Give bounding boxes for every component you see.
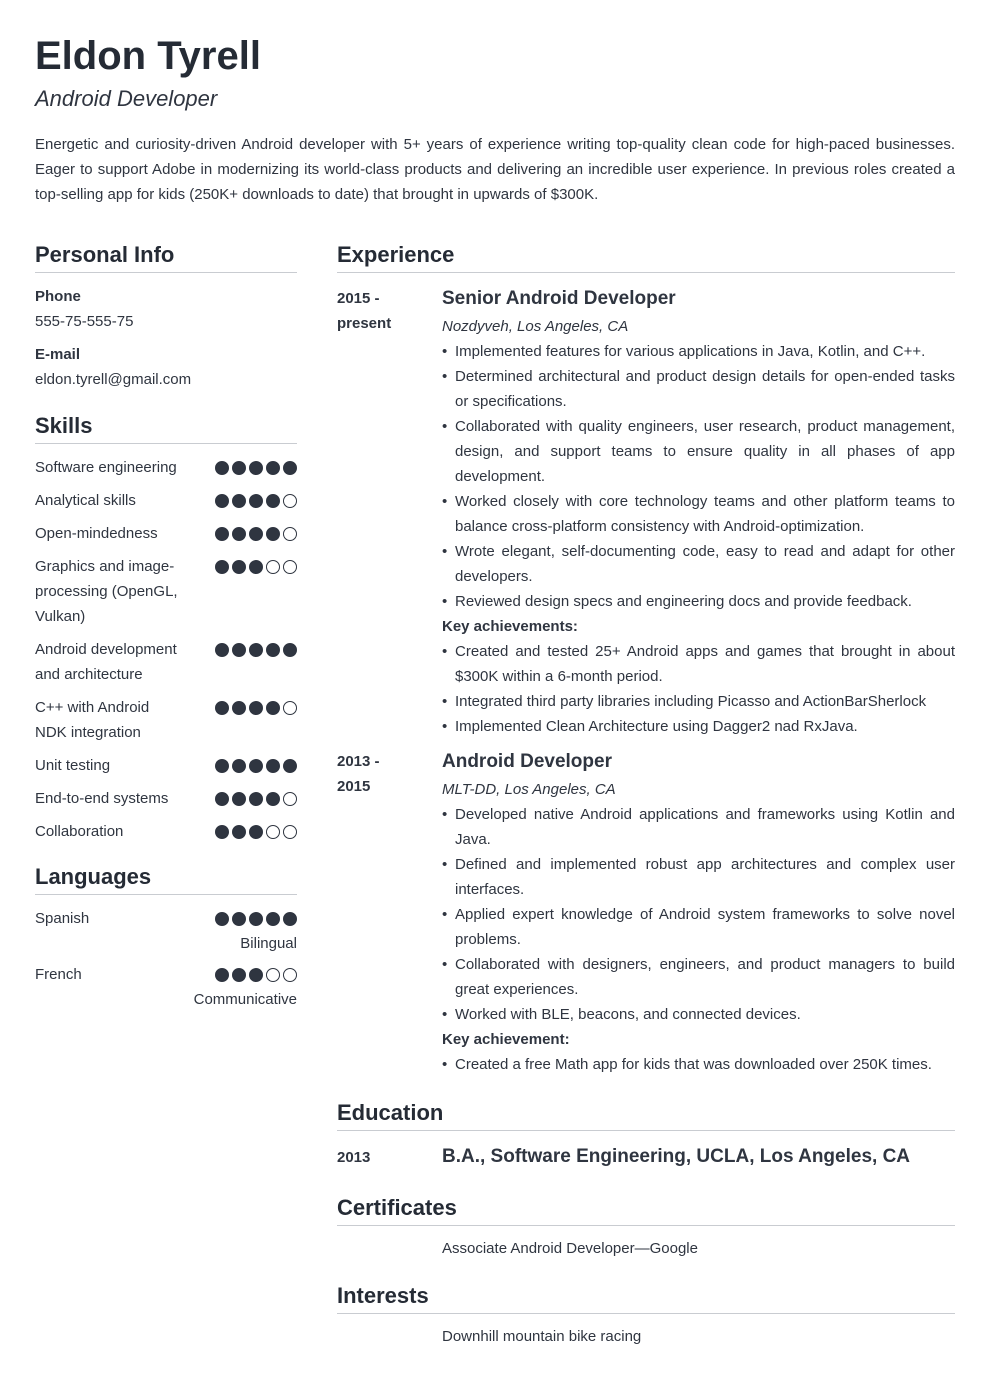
skill-row: [35, 554, 297, 629]
summary-paragraph: Energetic and curiosity-driven Android developer with 5+ years of experience writing top-quality clean code for high-paced businesses. Eager to support Adobe in modernizing its world-class products and delivering an incredible user experience. In previous roles created a top-selling app for kids (250K+ downloads to date) that brought in upwards of $300K.: [35, 136, 955, 203]
filled-dot-icon: [266, 494, 280, 508]
filled-dot-icon: [215, 560, 229, 574]
skill-rating: [215, 701, 297, 715]
key-achievements-label: Key achievements:: [442, 618, 578, 635]
skill-name: Unit testing: [35, 757, 111, 774]
skill-row: [35, 521, 297, 546]
language-entry: [35, 962, 297, 1012]
phone-label: Phone: [35, 288, 81, 305]
skill-name: Analytical skills: [35, 492, 136, 509]
achievement-bullet: • Created and tested 25+ Android apps and games that brought in about $300K within a 6-month period.: [442, 639, 955, 689]
language-rating: [215, 968, 297, 982]
filled-dot-icon: [249, 560, 263, 574]
skills-heading: Skills: [35, 411, 297, 444]
filled-dot-icon: [232, 701, 246, 715]
filled-dot-icon: [249, 643, 263, 657]
language-row: [35, 962, 297, 987]
left-column: [35, 240, 297, 1018]
job-bullet: • Collaborated with designers, engineers, and product managers to build great experiences.: [442, 952, 955, 1002]
filled-dot-icon: [232, 912, 246, 926]
phone-block: [35, 284, 297, 334]
job-entry: [337, 286, 955, 739]
job-bullet: • Reviewed design specs and engineering docs and provide feedback.: [442, 589, 955, 614]
language-name: Spanish: [35, 910, 90, 927]
skill-rating: [215, 825, 297, 839]
job-date-start: 2015 -: [337, 290, 380, 307]
candidate-role: Android Developer: [35, 86, 218, 111]
job-title: Senior Android Developer: [442, 288, 676, 309]
filled-dot-icon: [266, 701, 280, 715]
filled-dot-icon: [215, 461, 229, 475]
empty-dot-icon: [266, 968, 280, 982]
languages-list: [35, 906, 297, 1012]
skill-row: [35, 819, 297, 844]
filled-dot-icon: [215, 527, 229, 541]
filled-dot-icon: [249, 701, 263, 715]
job-bullet: • Worked closely with core technology teams and other platform teams to balance cross-platform consistency with Android-optimization.: [442, 489, 955, 539]
filled-dot-icon: [283, 643, 297, 657]
job-bullet: • Determined architectural and product design details for open-ended tasks or specifications.: [442, 364, 955, 414]
email-label: E-mail: [35, 346, 81, 363]
skill-rating: [215, 494, 297, 508]
filled-dot-icon: [215, 494, 229, 508]
filled-dot-icon: [215, 643, 229, 657]
skill-name: Android development and architecture: [35, 641, 177, 683]
skill-name: Open-mindedness: [35, 525, 158, 542]
candidate-name: Eldon Tyrell: [35, 34, 261, 78]
skill-rating: [215, 461, 297, 475]
empty-dot-icon: [283, 494, 297, 508]
job-bullet: • Worked with BLE, beacons, and connected devices.: [442, 1002, 955, 1027]
empty-dot-icon: [283, 701, 297, 715]
resume-page: [35, 0, 955, 1400]
skill-row: [35, 488, 297, 513]
email-block: [35, 342, 297, 392]
personal-info-heading: Personal Info: [35, 240, 297, 273]
filled-dot-icon: [232, 968, 246, 982]
filled-dot-icon: [232, 643, 246, 657]
job-title: Android Developer: [442, 751, 612, 772]
filled-dot-icon: [249, 825, 263, 839]
job-dates: [337, 749, 442, 1077]
job-date-start: 2013 -: [337, 753, 380, 770]
skill-row: [35, 695, 297, 745]
skill-rating: [215, 527, 297, 541]
skill-rating: [215, 792, 297, 806]
language-level: Communicative: [193, 991, 297, 1008]
filled-dot-icon: [249, 759, 263, 773]
filled-dot-icon: [215, 701, 229, 715]
filled-dot-icon: [215, 968, 229, 982]
education-year: 2013: [337, 1149, 371, 1166]
filled-dot-icon: [232, 560, 246, 574]
job-body: [442, 749, 955, 1077]
filled-dot-icon: [215, 912, 229, 926]
empty-dot-icon: [283, 792, 297, 806]
language-level: Bilingual: [240, 935, 297, 952]
skill-name: End-to-end systems: [35, 790, 169, 807]
empty-dot-icon: [266, 825, 280, 839]
filled-dot-icon: [232, 461, 246, 475]
skill-row: [35, 753, 297, 778]
filled-dot-icon: [249, 792, 263, 806]
job-company: MLT-DD, Los Angeles, CA: [442, 781, 616, 798]
empty-dot-icon: [283, 825, 297, 839]
skill-row: [35, 637, 297, 687]
job-bullet: • Developed native Android applications and frameworks using Kotlin and Java.: [442, 802, 955, 852]
interests-heading: Interests: [337, 1281, 955, 1314]
filled-dot-icon: [232, 494, 246, 508]
phone-value: 555-75-555-75: [35, 313, 134, 330]
education-degree: B.A., Software Engineering, UCLA, Los Angeles, CA: [442, 1146, 911, 1167]
empty-dot-icon: [283, 560, 297, 574]
jobs-list: [337, 286, 955, 1077]
job-company: Nozdyveh, Los Angeles, CA: [442, 318, 629, 335]
filled-dot-icon: [249, 912, 263, 926]
job-bullet: • Wrote elegant, self-documenting code, easy to read and adapt for other developers.: [442, 539, 955, 589]
filled-dot-icon: [249, 494, 263, 508]
empty-dot-icon: [283, 968, 297, 982]
language-rating: [215, 912, 297, 926]
filled-dot-icon: [232, 527, 246, 541]
empty-dot-icon: [283, 527, 297, 541]
skill-row: [35, 786, 297, 811]
education-entry: [337, 1144, 955, 1170]
skill-rating: [215, 643, 297, 657]
job-bullet: • Collaborated with quality engineers, user research, product management, design, and support teams to ensure quality in all phases of app development.: [442, 414, 955, 489]
filled-dot-icon: [249, 461, 263, 475]
languages-heading: Languages: [35, 862, 297, 895]
filled-dot-icon: [249, 527, 263, 541]
filled-dot-icon: [283, 912, 297, 926]
achievement-bullet: • Created a free Math app for kids that was downloaded over 250K times.: [442, 1052, 955, 1077]
skill-name: Graphics and image-processing (OpenGL, Vulkan): [35, 558, 178, 625]
filled-dot-icon: [215, 759, 229, 773]
filled-dot-icon: [215, 825, 229, 839]
email-value: eldon.tyrell@gmail.com: [35, 371, 192, 388]
job-date-end: 2015: [337, 778, 371, 795]
skill-name: Software engineering: [35, 459, 177, 476]
filled-dot-icon: [232, 792, 246, 806]
language-name: French: [35, 966, 82, 983]
language-row: [35, 906, 297, 931]
language-entry: [35, 906, 297, 956]
job-bullet: • Applied expert knowledge of Android system frameworks to solve novel problems.: [442, 902, 955, 952]
skill-name: Collaboration: [35, 823, 124, 840]
key-achievements-label: Key achievement:: [442, 1031, 570, 1048]
filled-dot-icon: [266, 643, 280, 657]
job-bullet: • Implemented features for various applications in Java, Kotlin, and C++.: [442, 339, 955, 364]
skill-rating: [215, 560, 297, 574]
job-dates: [337, 286, 442, 739]
interest-item: Downhill mountain bike racing: [442, 1328, 642, 1345]
job-entry: [337, 749, 955, 1077]
filled-dot-icon: [232, 825, 246, 839]
filled-dot-icon: [266, 792, 280, 806]
right-column: [337, 240, 955, 1349]
education-heading: Education: [337, 1098, 955, 1131]
filled-dot-icon: [266, 759, 280, 773]
certificate-item: Associate Android Developer—Google: [442, 1240, 698, 1257]
filled-dot-icon: [215, 792, 229, 806]
filled-dot-icon: [232, 759, 246, 773]
filled-dot-icon: [266, 461, 280, 475]
experience-heading: Experience: [337, 240, 955, 273]
skill-row: [35, 455, 297, 480]
achievement-bullet: • Implemented Clean Architecture using Dagger2 nad RxJava.: [442, 714, 955, 739]
certificates-heading: Certificates: [337, 1193, 955, 1226]
filled-dot-icon: [249, 968, 263, 982]
filled-dot-icon: [266, 912, 280, 926]
filled-dot-icon: [266, 527, 280, 541]
skills-list: [35, 455, 297, 844]
skill-name: C++ with Android NDK integration: [35, 699, 150, 741]
job-date-end: present: [337, 315, 392, 332]
job-body: [442, 286, 955, 739]
empty-dot-icon: [266, 560, 280, 574]
job-bullet: • Defined and implemented robust app architectures and complex user interfaces.: [442, 852, 955, 902]
filled-dot-icon: [283, 461, 297, 475]
filled-dot-icon: [283, 759, 297, 773]
achievement-bullet: • Integrated third party libraries including Picasso and ActionBarSherlock: [442, 689, 955, 714]
skill-rating: [215, 759, 297, 773]
